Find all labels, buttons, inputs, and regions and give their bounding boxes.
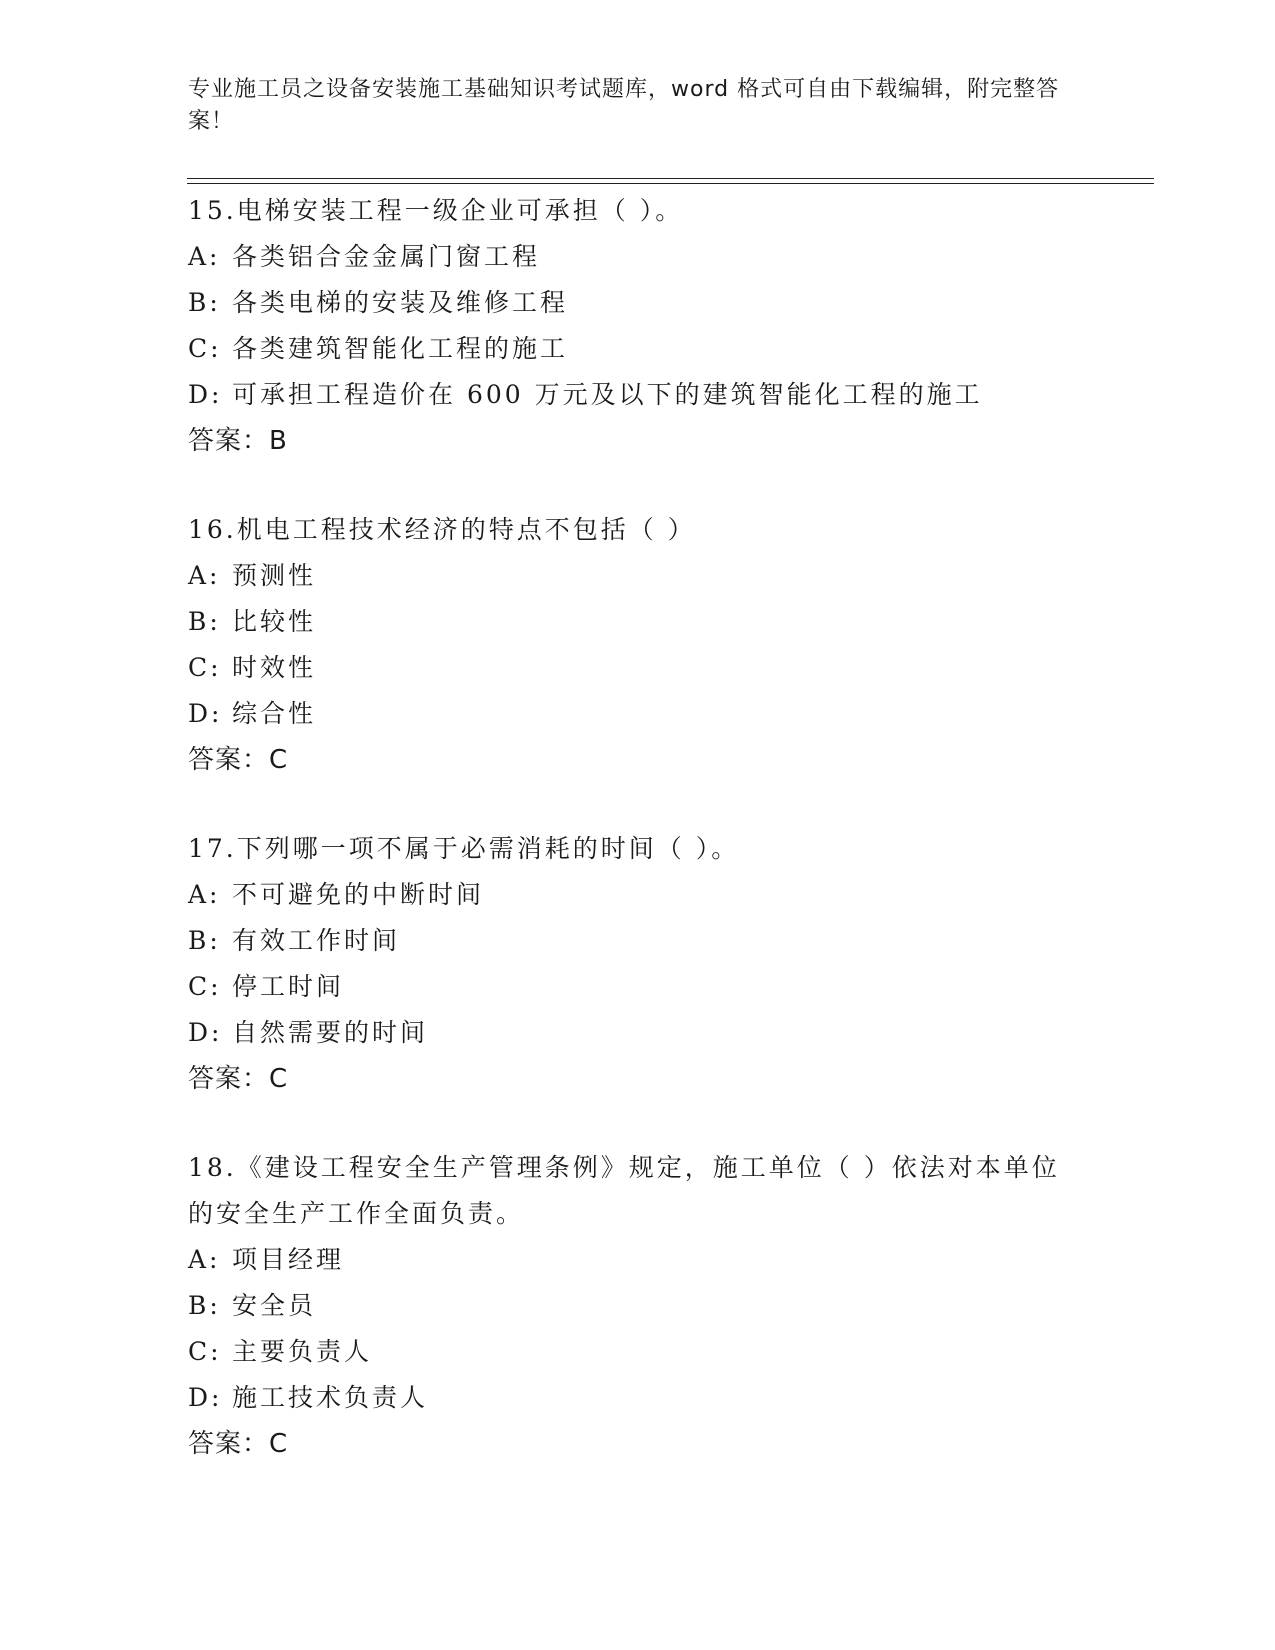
option-d <box>188 1375 1088 1421</box>
option-text: 预测性 <box>232 561 317 590</box>
option-text: 综合性 <box>232 699 317 728</box>
option-text: 各类铝合金金属门窗工程 <box>232 242 541 271</box>
option-key: B: <box>188 607 221 636</box>
option-text: 施工技术负责人 <box>232 1383 429 1412</box>
option-text: 主要负责人 <box>232 1337 373 1366</box>
option-key: A: <box>188 880 221 909</box>
option-text: 自然需要的时间 <box>232 1018 429 1047</box>
question-stem: 18.《建设工程安全生产管理条例》规定，施工单位（ ）依法对本单位的安全生产工作全面负责。 <box>188 1153 1060 1228</box>
option-a <box>188 234 1088 280</box>
answer-line: 答案：C <box>188 745 289 775</box>
question-16 <box>188 507 1088 783</box>
option-key: B: <box>188 926 221 955</box>
option-b <box>188 1283 1088 1329</box>
option-b <box>188 918 1088 964</box>
option-b <box>188 599 1088 645</box>
option-text: 各类电梯的安装及维修工程 <box>232 288 569 317</box>
option-text: 有效工作时间 <box>232 926 401 955</box>
option-d <box>188 691 1088 737</box>
option-text: 不可避免的中断时间 <box>232 880 485 909</box>
header-divider-bottom <box>187 183 1154 184</box>
option-key: B: <box>188 288 221 317</box>
option-text: 项目经理 <box>232 1245 345 1274</box>
option-c <box>188 645 1088 691</box>
option-key: A: <box>188 561 221 590</box>
option-key: D: <box>188 380 223 409</box>
option-text: 时效性 <box>232 653 317 682</box>
option-d <box>188 1010 1088 1056</box>
option-key: D: <box>188 699 223 728</box>
option-c <box>188 964 1088 1010</box>
option-b <box>188 280 1088 326</box>
option-a <box>188 553 1088 599</box>
header-divider-top <box>187 178 1154 179</box>
option-key: D: <box>188 1018 223 1047</box>
question-18 <box>188 1145 1088 1467</box>
answer-line: 答案：C <box>188 1064 289 1094</box>
option-text: 停工时间 <box>232 972 345 1001</box>
option-key: C: <box>188 653 222 682</box>
document-header: 专业施工员之设备安装施工基础知识考试题库，word 格式可自由下载编辑，附完整答案！ <box>188 77 1060 134</box>
answer-line: 答案：C <box>188 1429 289 1459</box>
question-stem: 17.下列哪一项不属于必需消耗的时间（ ）。 <box>188 834 740 863</box>
option-c <box>188 1329 1088 1375</box>
option-key: A: <box>188 242 221 271</box>
option-a <box>188 1237 1088 1283</box>
option-text: 比较性 <box>232 607 317 636</box>
option-text: 各类建筑智能化工程的施工 <box>232 334 569 363</box>
option-text: 可承担工程造价在 600 万元及以下的建筑智能化工程的施工 <box>232 380 983 409</box>
option-key: C: <box>188 1337 222 1366</box>
option-key: D: <box>188 1383 223 1412</box>
option-a <box>188 872 1088 918</box>
answer-line: 答案：B <box>188 426 288 456</box>
option-c <box>188 326 1088 372</box>
option-key: B: <box>188 1291 221 1320</box>
option-key: C: <box>188 334 222 363</box>
option-key: A: <box>188 1245 221 1274</box>
question-stem: 16.机电工程技术经济的特点不包括（ ） <box>188 515 696 544</box>
question-15 <box>188 188 1088 464</box>
option-d <box>188 372 1088 418</box>
question-stem: 15.电梯安装工程一级企业可承担（ ）。 <box>188 196 684 225</box>
option-key: C: <box>188 972 222 1001</box>
option-text: 安全员 <box>232 1291 317 1320</box>
question-17 <box>188 826 1088 1102</box>
